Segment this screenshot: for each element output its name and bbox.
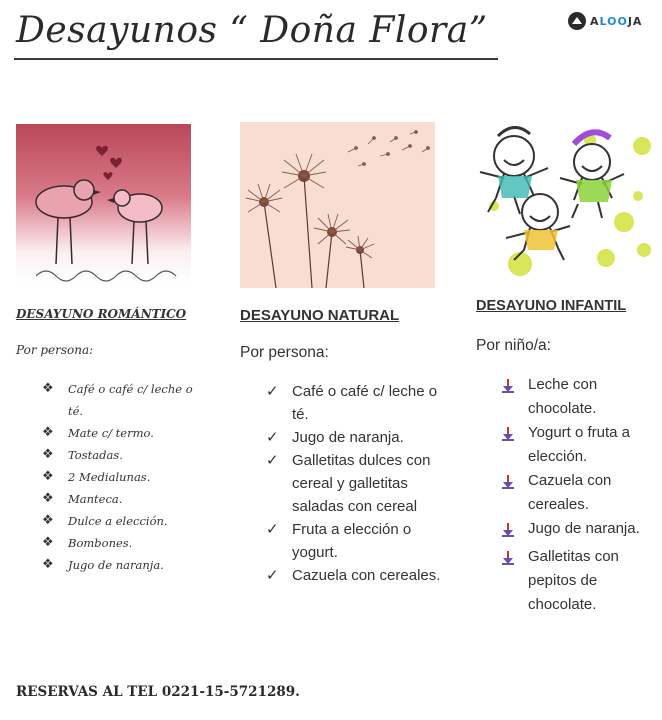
heading-desayuno-infantil: DESAYUNO INFANTIL <box>476 298 627 314</box>
title-underline <box>14 58 498 60</box>
list-item: Yogurt o fruta a elección. <box>502 421 662 469</box>
list-item: ❖ 2 Medialunas. <box>42 466 202 488</box>
dandelion-illustration <box>240 122 435 288</box>
diamond-bullet-icon: ❖ <box>42 557 54 572</box>
romantico-items-list <box>42 378 202 576</box>
arrow-bullet-icon <box>502 373 528 401</box>
per-person-label-natural: Por persona: <box>240 344 329 361</box>
list-item: Cazuela con cereales. <box>502 469 662 517</box>
list-item: Galletitas con pepitos de chocolate. <box>502 545 662 617</box>
heading-desayuno-romantico: DESAYUNO ROMÁNTICO <box>16 307 187 321</box>
arrow-bullet-icon <box>502 517 528 545</box>
list-item: ❖ Bombones. <box>42 532 202 554</box>
page-title: Desayunos “ Doña Flora” <box>16 10 488 51</box>
diamond-bullet-icon: ❖ <box>42 447 54 462</box>
checkmark-icon: ✓ <box>266 521 279 538</box>
list-item: ✓ Café o café c/ leche o té. <box>266 380 446 426</box>
checkmark-icon: ✓ <box>266 429 279 446</box>
arrow-bullet-icon <box>502 545 528 573</box>
list-item: Jugo de naranja. <box>502 517 662 545</box>
list-item: ✓ Fruta a elección o yogurt. <box>266 518 446 564</box>
checkmark-icon: ✓ <box>266 567 279 584</box>
diamond-bullet-icon: ❖ <box>42 469 54 484</box>
per-person-label-romantico: Por persona: <box>16 343 94 357</box>
diamond-bullet-icon: ❖ <box>42 381 54 396</box>
brand-watermark <box>568 12 642 30</box>
list-item: ❖ Jugo de naranja. <box>42 554 202 576</box>
kids-playing-illustration <box>474 126 656 284</box>
mountain-logo-icon <box>568 12 586 30</box>
list-item: ❖ Mate c/ termo. <box>42 422 202 444</box>
list-item: Leche con chocolate. <box>502 373 662 421</box>
list-item: ✓ Galletitas dulces con cereal y galletitas saladas con cereal <box>266 449 446 518</box>
checkmark-icon: ✓ <box>266 383 279 400</box>
brand-text: ALOOJA <box>590 14 643 28</box>
diamond-bullet-icon: ❖ <box>42 491 54 506</box>
list-item: ❖ Dulce a elección. <box>42 510 202 532</box>
list-item: ❖ Café o café c/ leche o té. <box>42 378 202 422</box>
diamond-bullet-icon: ❖ <box>42 425 54 440</box>
list-item: ❖ Tostadas. <box>42 444 202 466</box>
list-item: ❖ Manteca. <box>42 488 202 510</box>
diamond-bullet-icon: ❖ <box>42 535 54 550</box>
diamond-bullet-icon: ❖ <box>42 513 54 528</box>
heading-desayuno-natural: DESAYUNO NATURAL <box>240 307 400 324</box>
arrow-bullet-icon <box>502 469 528 497</box>
infantil-items-list <box>502 373 662 617</box>
checkmark-icon: ✓ <box>266 452 279 469</box>
per-child-label-infantil: Por niño/a: <box>476 337 551 354</box>
reservation-phone-footer: RESERVAS AL TEL 0221-15-5721289. <box>16 684 300 700</box>
list-item: ✓ Jugo de naranja. <box>266 426 446 449</box>
natural-items-list <box>266 380 446 587</box>
list-item: ✓ Cazuela con cereales. <box>266 564 446 587</box>
arrow-bullet-icon <box>502 421 528 449</box>
birds-in-love-illustration <box>16 124 191 284</box>
